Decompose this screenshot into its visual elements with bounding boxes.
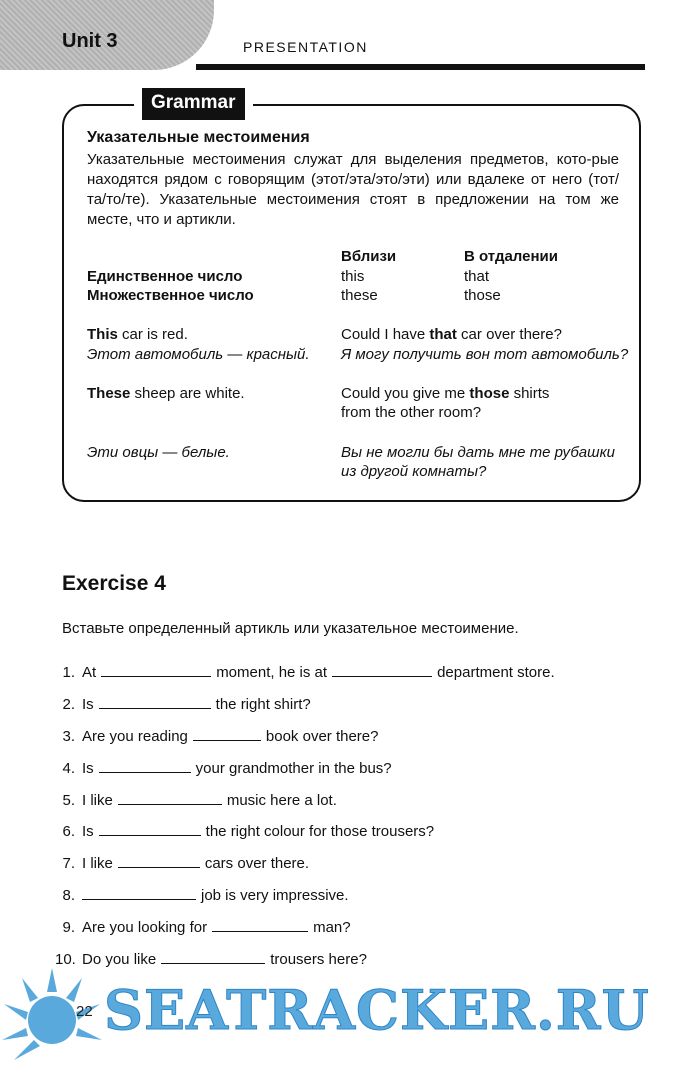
example-this-rest: car is red. <box>117 326 188 343</box>
col-far-header: В отдалении <box>464 248 558 265</box>
exercise-item-text: Are you reading <box>82 728 188 745</box>
example-that-pre: Could I have <box>341 326 430 343</box>
answer-blank[interactable] <box>332 662 432 677</box>
exercise-item-text: department store. <box>437 664 555 681</box>
answer-blank[interactable] <box>161 949 265 964</box>
col-near-header: Вблизи <box>341 248 397 265</box>
exercise-item-number: 1. <box>62 664 75 681</box>
exercise-item-number: 4. <box>62 760 75 777</box>
example-those-translation: Вы не могли бы дать мне те рубашки <box>341 444 616 461</box>
answer-blank[interactable] <box>82 885 196 900</box>
exercise-item-text: Do you like <box>82 951 157 968</box>
exercise-item-text: I like <box>82 792 113 809</box>
exercise-item-number: 6. <box>62 823 75 840</box>
answer-blank[interactable] <box>118 790 222 805</box>
exercise-item-8 <box>55 885 349 906</box>
exercise-item-text: the right colour for those trousers? <box>205 823 435 840</box>
exercise-item-text: Is <box>82 823 94 840</box>
exercise-item-text: man? <box>313 919 351 936</box>
exercise-item-1 <box>55 662 555 683</box>
exercise-title: Exercise 4 <box>62 572 166 595</box>
exercise-item-text: At <box>82 664 97 681</box>
exercise-item-text: the right shirt? <box>215 696 311 713</box>
row-plural-far: those <box>464 287 501 304</box>
example-these-bold: These <box>87 385 131 402</box>
exercise-item-text: music here a lot. <box>226 792 337 809</box>
row-plural-label: Множественное число <box>87 287 254 304</box>
exercise-item-text: moment, he is at <box>216 664 328 681</box>
example-that-rest: car over there? <box>456 326 562 343</box>
exercise-item-number: 3. <box>62 728 75 745</box>
example-this-translation: Этот автомобиль — красный. <box>87 346 310 363</box>
answer-blank[interactable] <box>193 726 261 741</box>
row-singular-far: that <box>464 268 490 285</box>
header-rule <box>196 64 645 70</box>
exercise-instruction: Вставьте определенный артикль или указательное местоимение. <box>62 620 519 637</box>
example-these-translation: Эти овцы — белые. <box>87 444 230 461</box>
grammar-badge-wrap <box>134 88 253 120</box>
page-number: 22 <box>76 1003 93 1020</box>
example-that-translation: Я могу получить вон тот автомобиль? <box>341 346 629 363</box>
exercise-item-3 <box>55 726 378 747</box>
example-this-bold: This <box>87 326 118 343</box>
answer-blank[interactable] <box>101 662 211 677</box>
grammar-badge: Grammar <box>142 88 245 120</box>
watermark-logo: SEATRACKER.RU <box>104 978 650 1042</box>
exercise-item-number: 9. <box>62 919 75 936</box>
example-those-bold: those <box>469 385 510 402</box>
example-these-rest: sheep are white. <box>130 385 245 402</box>
exercise-item-text: Are you looking for <box>82 919 208 936</box>
example-those-translation2: из другой комнаты? <box>341 463 487 480</box>
answer-blank[interactable] <box>99 694 211 709</box>
exercise-item-5 <box>55 790 337 811</box>
example-that <box>341 325 562 344</box>
example-those <box>341 384 549 403</box>
example-those-pre: Could you give me <box>341 385 470 402</box>
example-that-bold: that <box>429 326 457 343</box>
answer-blank[interactable] <box>118 853 200 868</box>
exercise-item-text: Is <box>82 760 94 777</box>
exercise-item-text: job is very impressive. <box>201 887 349 904</box>
answer-blank[interactable] <box>99 758 191 773</box>
exercise-item-number: 2. <box>62 696 75 713</box>
exercise-item-6 <box>55 821 434 842</box>
exercise-item-7 <box>55 853 309 874</box>
exercise-item-4 <box>55 758 392 779</box>
exercise-item-text: cars over there. <box>204 855 310 872</box>
unit-label: Unit 3 <box>62 30 118 52</box>
section-label: PRESENTATION <box>243 39 368 55</box>
example-those-line2: from the other room? <box>341 404 482 421</box>
exercise-item-text: book over there? <box>265 728 379 745</box>
exercise-item-2 <box>55 694 311 715</box>
exercise-item-text: I like <box>82 855 113 872</box>
answer-blank[interactable] <box>99 821 201 836</box>
row-singular-label: Единственное число <box>87 268 243 285</box>
exercise-item-9 <box>55 917 351 938</box>
exercise-item-number: 10. <box>55 951 76 968</box>
exercise-item-text: Is <box>82 696 94 713</box>
row-singular-near: this <box>341 268 365 285</box>
exercise-item-text: your grandmother in the bus? <box>195 760 392 777</box>
example-these <box>87 384 245 403</box>
example-this <box>87 325 188 344</box>
grammar-title: Указательные местоимения <box>87 129 310 146</box>
exercise-item-text: trousers here? <box>270 951 367 968</box>
example-those-rest: shirts <box>509 385 550 402</box>
row-plural-near: these <box>341 287 378 304</box>
exercise-item-number: 8. <box>62 887 75 904</box>
exercise-item-number: 5. <box>62 792 75 809</box>
answer-blank[interactable] <box>212 917 308 932</box>
grammar-paragraph: Указательные местоимения служат для выделения предметов, кото-рые находятся рядом с говорящим (этот/эта/это/эти) или вдалеке от него (тот/та/то/те). Указательные местоимения стоят в предложении на том же месте, что и артикли. <box>87 151 619 228</box>
exercise-item-number: 7. <box>62 855 75 872</box>
